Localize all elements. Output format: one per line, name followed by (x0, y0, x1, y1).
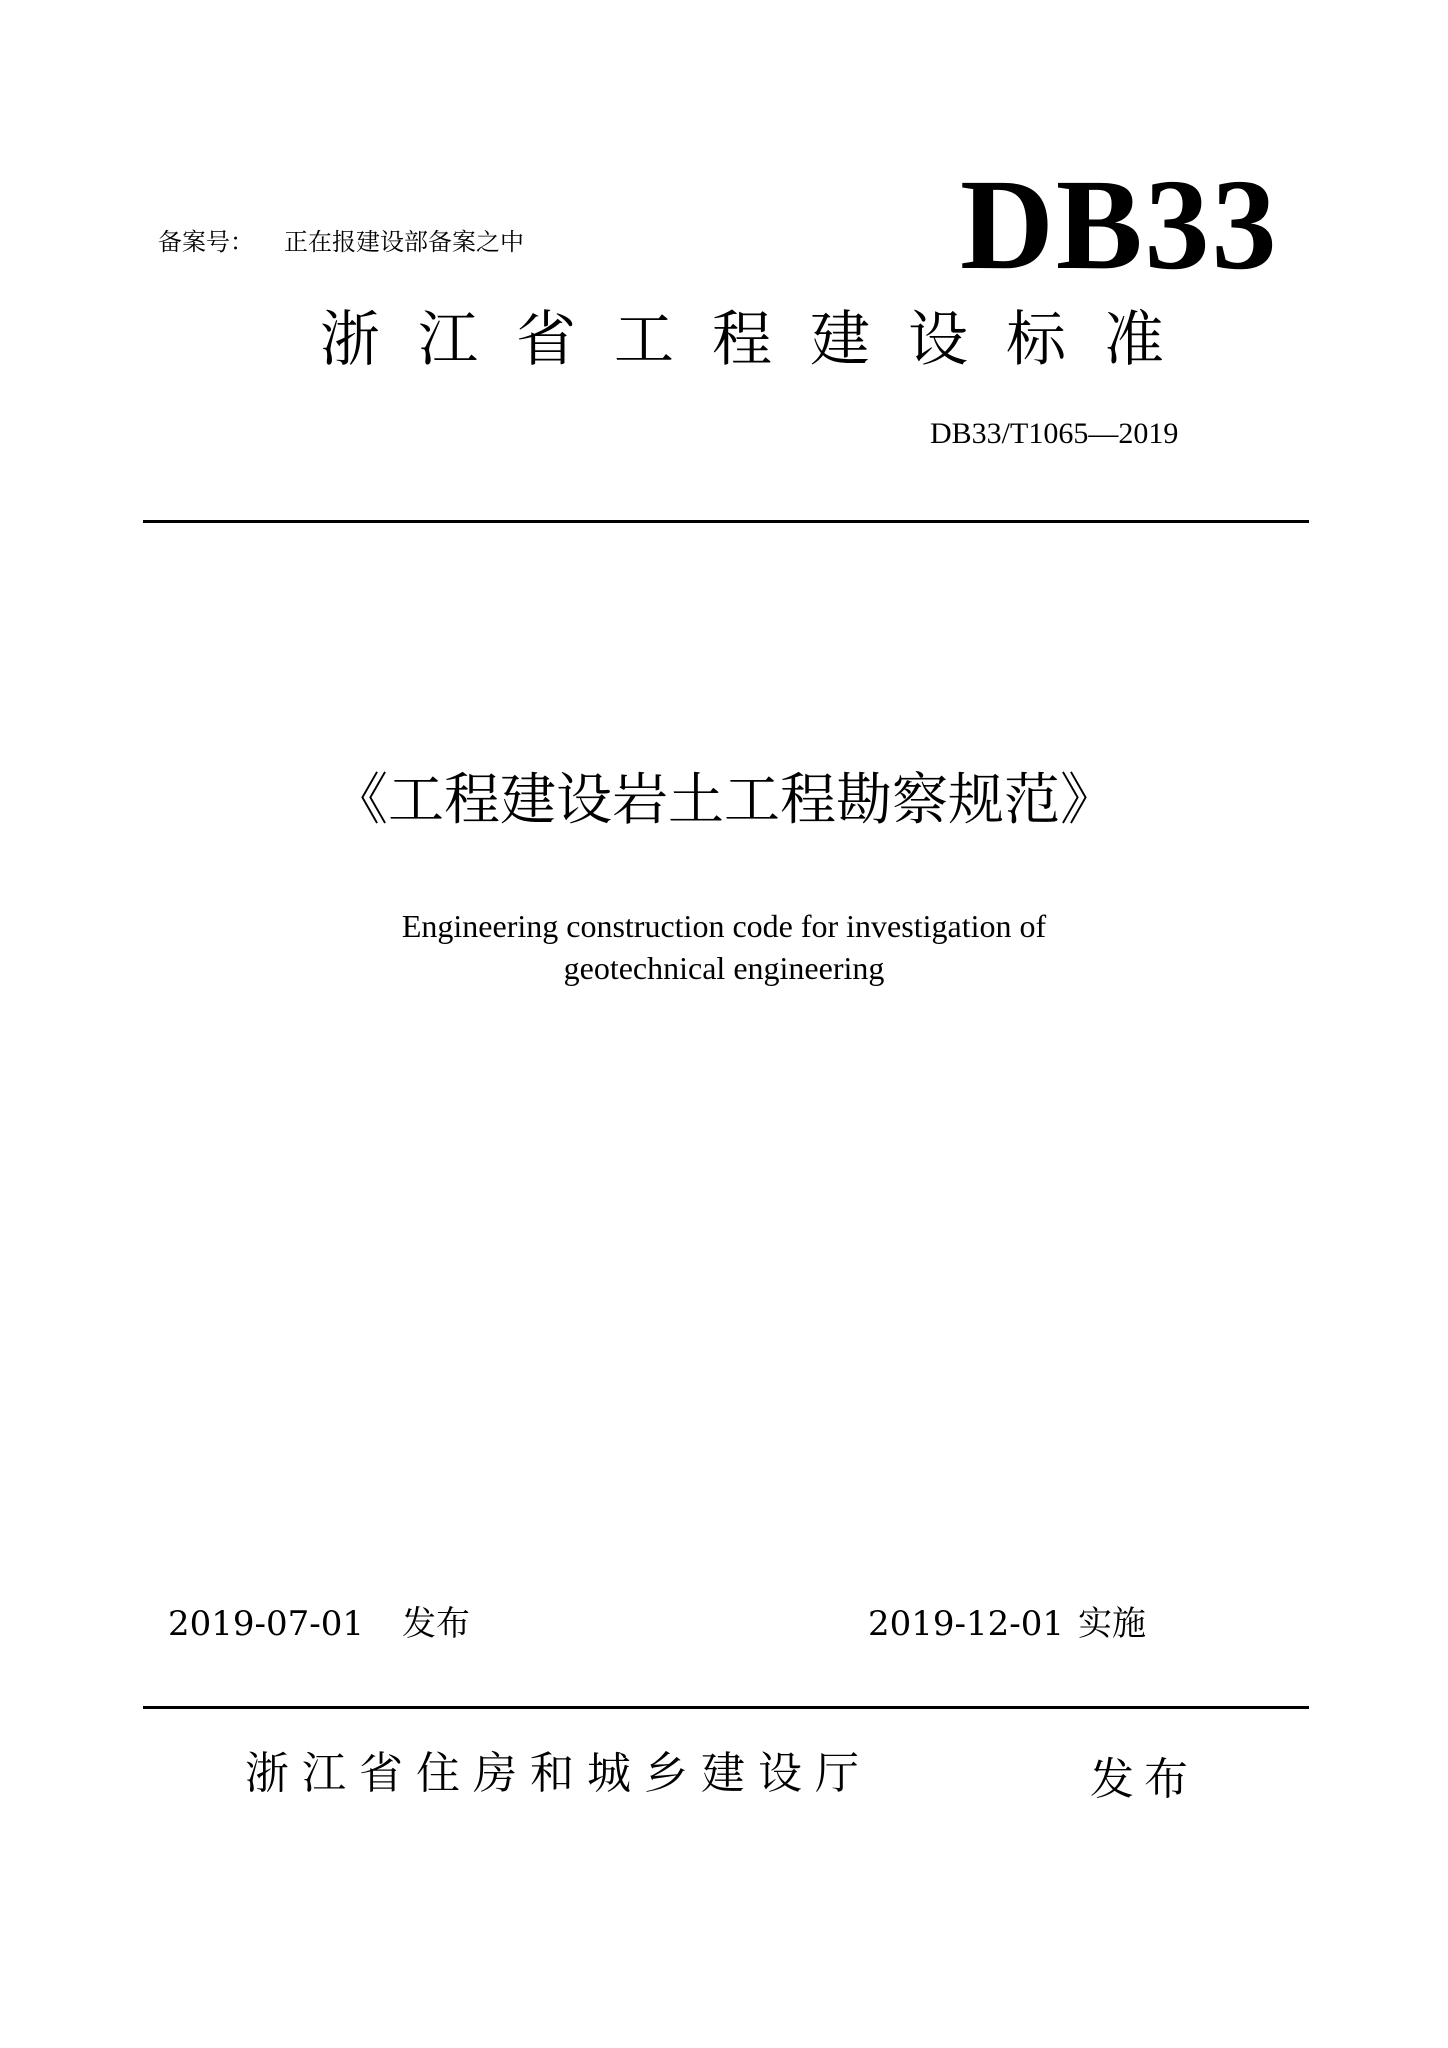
filing-label: 备案号： (158, 228, 254, 256)
publish-label: 发布 (402, 1604, 471, 1644)
english-title-line-1: Engineering construction code for investigation of (401, 908, 1047, 944)
effective-label: 实施 (1078, 1604, 1147, 1644)
bottom-divider (143, 1706, 1309, 1709)
top-divider (143, 520, 1309, 523)
issuer-name: 浙江省住房和城乡建设厅 (245, 1748, 872, 1799)
filing-number (158, 222, 524, 257)
filing-value: 正在报建设部备案之中 (284, 228, 524, 256)
province-code: DB33 (960, 153, 1279, 297)
publish-date-block (168, 1596, 470, 1645)
effective-date: 2019-12-01 (868, 1604, 1065, 1644)
publish-date: 2019-07-01 (168, 1604, 365, 1644)
document-title: 《工程建设岩土工程勘察规范》 (332, 768, 1116, 833)
english-title-line-2: geotechnical engineering (563, 950, 885, 986)
english-title (0, 905, 1448, 989)
standard-number: DB33/T1065—2019 (930, 417, 1179, 450)
effective-date-block (868, 1596, 1146, 1645)
issuer-action: 发布 (1090, 1754, 1198, 1805)
standard-category: 浙江省工程建设标准 (320, 305, 1202, 375)
